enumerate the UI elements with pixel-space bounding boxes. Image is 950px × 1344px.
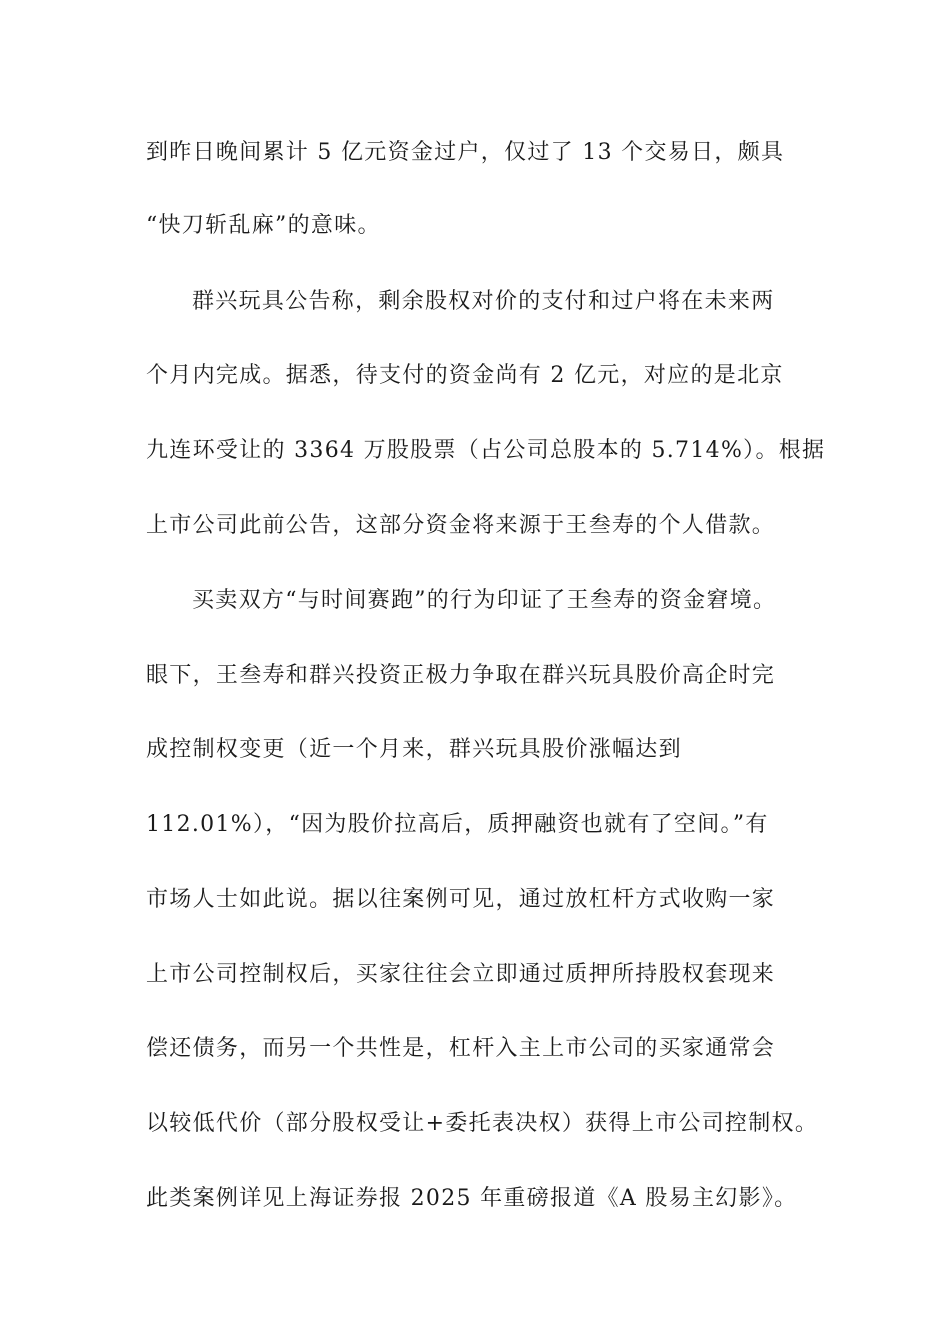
paragraph-3-line-3: 成控制权变更（近一个月来，群兴玩具股价涨幅达到: [146, 737, 682, 762]
paragraph-2-line-1: 群兴玩具公告称，剩余股权对价的支付和过户将在未来两: [192, 289, 775, 314]
paragraph-3-line-8: 以较低代价（部分股权受让+委托表决权）获得上市公司控制权。: [146, 1111, 819, 1136]
paragraph-2-line-3: 九连环受让的 3364 万股股票（占公司总股本的 5.714%）。根据: [146, 438, 826, 463]
paragraph-3-line-6: 上市公司控制权后，买家往往会立即通过质押所持股权套现来: [146, 962, 776, 987]
paragraph-3-line-5: 市场人士如此说。据以往案例可见，通过放杠杆方式收购一家: [146, 887, 776, 912]
paragraph-2-line-2: 个月内完成。据悉，待支付的资金尚有 2 亿元，对应的是北京: [146, 363, 784, 388]
paragraph-3-line-2: 眼下，王叁寿和群兴投资正极力争取在群兴玩具股价高企时完: [146, 663, 776, 688]
paragraph-3-line-4: 112.01%），“因为股价拉高后，质押融资也就有了空间。”有: [146, 812, 769, 837]
text-line-1: 到昨日晚间累计 5 亿元资金过户，仅过了 13 个交易日，颇具: [146, 140, 785, 165]
paragraph-3-line-7: 偿还债务，而另一个共性是，杠杆入主上市公司的买家通常会: [146, 1036, 776, 1061]
paragraph-3-line-9: 此类案例详见上海证券报 2025 年重磅报道《A 股易主幻影》。: [146, 1186, 798, 1211]
text-line-2: “快刀斩乱麻”的意味。: [146, 213, 381, 238]
paragraph-3-line-1: 买卖双方“与时间赛跑”的行为印证了王叁寿的资金窘境。: [192, 588, 777, 613]
paragraph-2-line-4: 上市公司此前公告，这部分资金将来源于王叁寿的个人借款。: [146, 513, 776, 538]
